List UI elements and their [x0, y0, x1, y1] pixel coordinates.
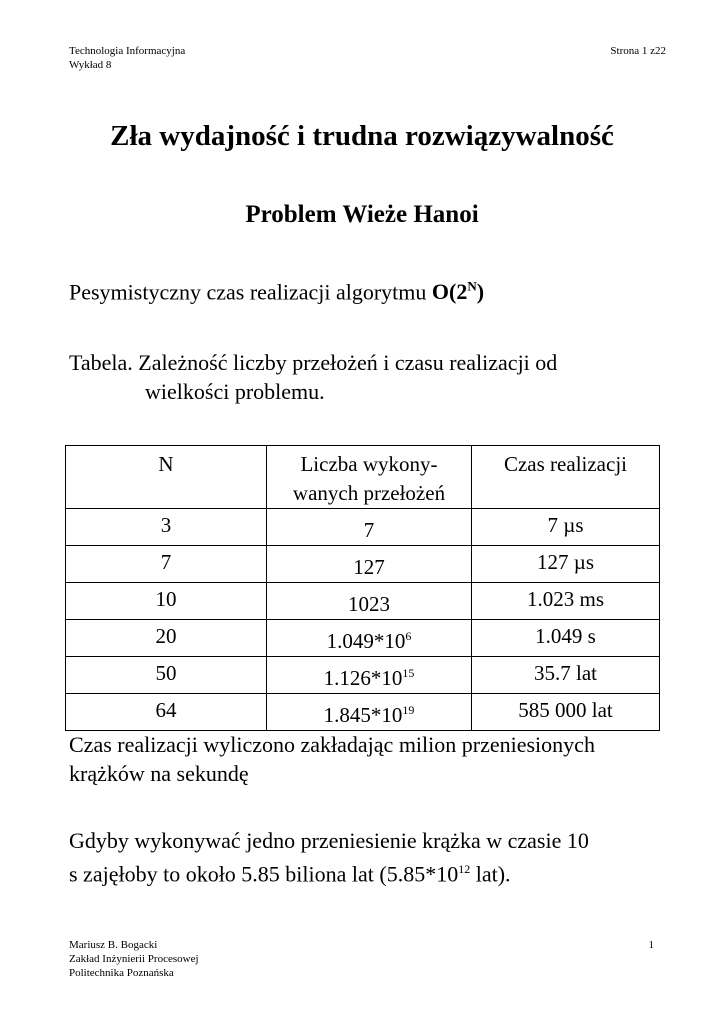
- moves-exponent: 15: [402, 666, 415, 680]
- moves-value: 127: [353, 555, 385, 579]
- complexity-base: O(2: [431, 279, 468, 305]
- hypothetical-note-line-2: [69, 855, 669, 888]
- cell-moves: [267, 546, 472, 583]
- hypothetical-exponent: 12: [458, 862, 471, 876]
- cell-time: 127 µs: [472, 546, 660, 583]
- complexity-text: Pesymistyczny czas realizacji algorytmu: [69, 279, 432, 305]
- cell-n: 64: [66, 694, 267, 731]
- hypothetical-text-end: lat).: [470, 861, 511, 887]
- moves-value: 1.126*10: [323, 666, 403, 690]
- complexity-close: ): [476, 279, 485, 305]
- moves-value: 1023: [348, 592, 390, 616]
- calculation-note-line-1: Czas realizacji wyliczono zakładając milion przeniesionych: [69, 732, 595, 757]
- caption-line-1: Tabela. Zależność liczby przełożeń i czasu realizacji od: [69, 350, 558, 375]
- calculation-note-line-2: krążków na sekundę: [69, 761, 249, 786]
- university-name: Politechnika Poznańska: [69, 967, 174, 979]
- header-moves-line-2: wanych przełożeń: [292, 481, 446, 505]
- cell-time: 585 000 lat: [472, 694, 660, 731]
- table-row: [66, 657, 660, 694]
- caption-line-2: wielkości problemu.: [145, 379, 325, 404]
- page-footer-left: [69, 938, 199, 980]
- cell-n: 20: [66, 620, 267, 657]
- table-row: [66, 546, 660, 583]
- hypothetical-text-start: s zajęłoby to około 5.85 biliona lat (5.85*10: [69, 861, 459, 887]
- page-title: Zła wydajność i trudna rozwiązywalność: [110, 120, 614, 152]
- cell-moves: [267, 657, 472, 694]
- header-moves: [267, 446, 472, 509]
- moves-exponent: 19: [402, 703, 415, 717]
- hanoi-table: [65, 445, 660, 731]
- moves-value: 1.049*10: [326, 629, 406, 653]
- cell-n: 3: [66, 509, 267, 546]
- cell-time: 1.023 ms: [472, 583, 660, 620]
- table-row: [66, 620, 660, 657]
- header-n: N: [66, 446, 267, 509]
- page-header-left: [69, 44, 185, 72]
- cell-moves: [267, 694, 472, 731]
- cell-time: 7 µs: [472, 509, 660, 546]
- cell-n: 10: [66, 583, 267, 620]
- table-row: [66, 583, 660, 620]
- cell-moves: [267, 509, 472, 546]
- table-row: [66, 509, 660, 546]
- table-caption: [69, 348, 557, 406]
- lecture-number: Wykład 8: [69, 59, 112, 71]
- hypothetical-note: [69, 826, 669, 888]
- moves-value: 1.845*10: [323, 703, 403, 727]
- table-row: [66, 694, 660, 731]
- page-indicator: Strona 1 z22: [610, 45, 666, 57]
- section-subtitle: Problem Wieże Hanoi: [245, 201, 479, 228]
- cell-moves: [267, 620, 472, 657]
- department-name: Zakład Inżynierii Procesowej: [69, 953, 199, 965]
- cell-n: 50: [66, 657, 267, 694]
- calculation-note: [69, 730, 669, 788]
- complexity-notation: [432, 279, 484, 304]
- table-header-row: [66, 446, 660, 509]
- cell-time: 1.049 s: [472, 620, 660, 657]
- hypothetical-note-line-1: Gdyby wykonywać jedno przeniesienie krążka w czasie 10: [69, 828, 589, 853]
- complexity-exponent: N: [467, 279, 477, 294]
- moves-value: 7: [363, 518, 375, 542]
- cell-n: 7: [66, 546, 267, 583]
- page-number: 1: [648, 939, 654, 951]
- header-time: Czas realizacji: [472, 446, 660, 509]
- cell-time: 35.7 lat: [472, 657, 660, 694]
- course-name: Technologia Informacyjna: [69, 45, 186, 57]
- cell-moves: [267, 583, 472, 620]
- complexity-statement: [69, 279, 484, 305]
- header-moves-line-1: Liczba wykony-: [300, 452, 438, 476]
- moves-exponent: 6: [405, 629, 412, 643]
- author-name: Mariusz B. Bogacki: [69, 939, 158, 951]
